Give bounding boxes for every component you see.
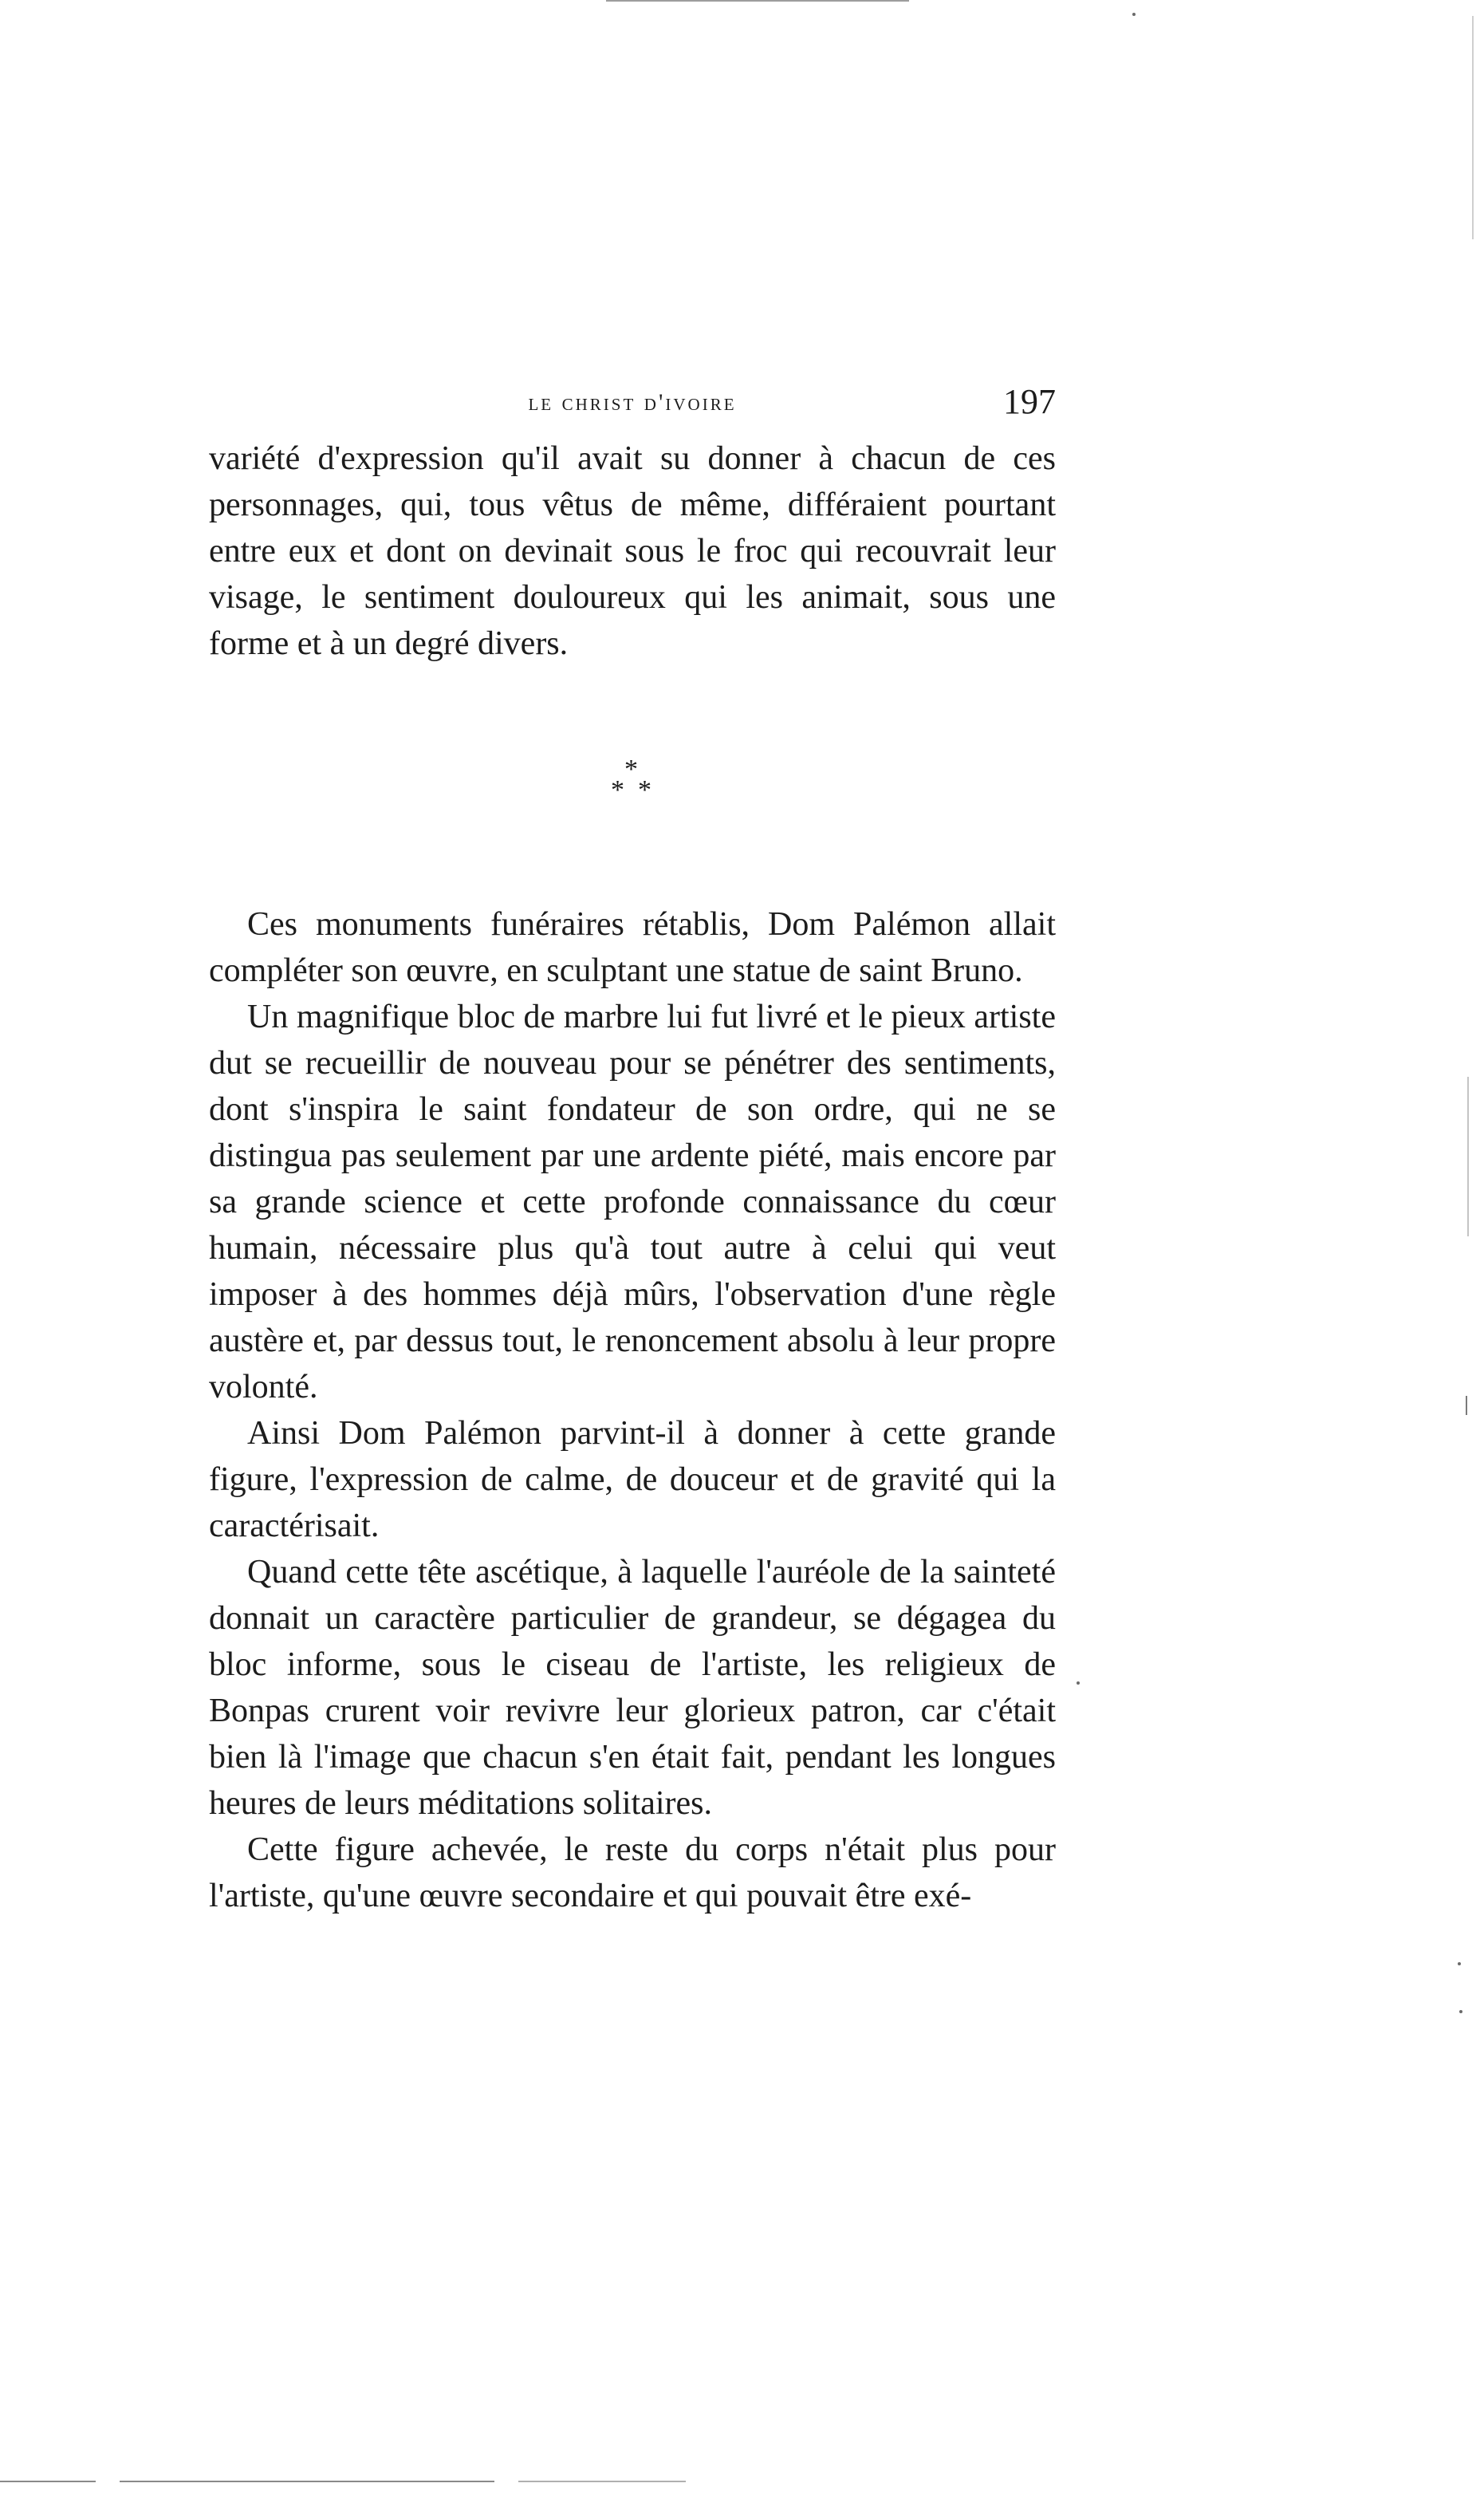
paragraph: Quand cette tête ascétique, à laquelle l'auréole de la sainteté donnait un caractère particulier de grandeur, se dégagea du bloc informe, sous le ciseau de l'artiste, les religieux de Bonpas crurent voir revivre leur glorieux patron, car c'était bien là l'image que chacun s'en était fait, pendant les longues heures de leurs méditations solitaires. bbox=[209, 1554, 1056, 1822]
scan-edge-line-bottom-right bbox=[518, 2481, 686, 2482]
paragraph-continuation: variété d'expression qu'il avait su donner à chacun de ces personnages, qui, tous vêtus de même, différaient pourtant entre eux et dont on devinait sous le froc qui recouvrait leur visage, le sentiment douloureux qui les animait, sous une forme et à un degré divers. bbox=[209, 440, 1056, 662]
scan-edge-tick-right bbox=[1472, 16, 1474, 239]
running-header bbox=[209, 381, 1056, 429]
running-title: le christ d'ivoire bbox=[528, 389, 737, 416]
paragraph: Cette figure achevée, le reste du corps n'était plus pour l'artiste, qu'une œuvre secondaire et qui pouvait être exé- bbox=[209, 1831, 1056, 1914]
scan-edge-line-top bbox=[606, 0, 909, 2]
paragraph: Un magnifique bloc de marbre lui fut livré et le pieux artiste dut se recueillir de nouveau pour se pénétrer des sentiments, dont s'inspira le saint fondateur de son ordre, qui ne se distingua pas seulement par une ardente piété, mais encore par sa grande science et cette profonde connaissance du cœur humain, nécessaire plus qu'à tout autre à celui qui veut imposer à des hommes déjà mûrs, l'observation d'une règle austère et, par dessus tout, le renoncement absolu à leur propre volonté. bbox=[209, 999, 1056, 1405]
scan-speck bbox=[1077, 1681, 1080, 1685]
asterism-star: * bbox=[624, 755, 638, 784]
scan-edge-tick-right-low bbox=[1466, 1396, 1467, 1415]
book-page bbox=[209, 381, 1056, 1919]
section-separator-asterism bbox=[209, 742, 1056, 825]
scan-speck bbox=[1459, 2010, 1462, 2013]
scan-edge-line-bottom bbox=[120, 2481, 494, 2482]
scan-speck bbox=[1132, 13, 1136, 16]
asterism-star: * bbox=[611, 775, 624, 805]
paragraph: Ainsi Dom Palémon parvint-il à donner à cette grande figure, l'expression de calme, de douceur et de gravité qui la caractérisait. bbox=[209, 1415, 1056, 1544]
scan-edge-tick-right-mid bbox=[1467, 1077, 1469, 1236]
asterism-star: * bbox=[638, 775, 651, 805]
scan-speck bbox=[1458, 1962, 1461, 1965]
scan-edge-line-bottom-left bbox=[0, 2481, 96, 2482]
page-number: 197 bbox=[1003, 382, 1056, 421]
paragraph: Ces monuments funéraires rétablis, Dom Palémon allait compléter son œuvre, en sculptant une statue de saint Bruno. bbox=[209, 906, 1056, 989]
